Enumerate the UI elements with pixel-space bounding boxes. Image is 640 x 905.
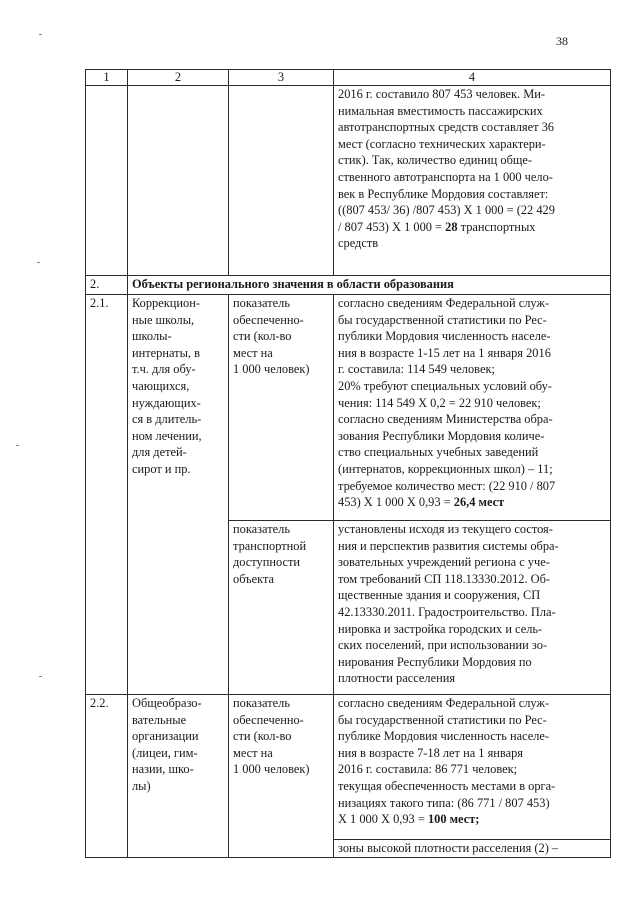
table-row-2-2-a — [86, 695, 611, 840]
header-col-1: 1 — [86, 70, 128, 86]
calc-result: 28 — [445, 219, 458, 234]
indicator-provision: показатель обеспеченно- сти (кол-во мест на 1 000 человек) — [229, 695, 334, 858]
row-number: 2.1. — [86, 295, 128, 695]
indicator-value — [334, 695, 611, 840]
value-result: 26,4 мест — [453, 495, 505, 510]
header-col-2: 2 — [128, 70, 229, 86]
scan-speck — [37, 262, 40, 263]
requirements-table — [85, 69, 611, 858]
calc-text: 2016 г. составило 807 453 человек. Ми- нимальная вместимость пассажирских автотранспортных средств составляет 36 мест (согласно технических характери- стик). Так, количество единиц обще- ственного автотранспорта на 1 000 чело- век в Республике Мордовия составляет: ((807 453/ 36) /807 453) X 1 000 = (22 429 / 807 453) X 1 000 = — [338, 87, 555, 234]
cell-calculation — [334, 86, 611, 276]
page-number: 38 — [556, 34, 568, 48]
scan-speck — [16, 445, 19, 446]
cell-empty — [229, 86, 334, 276]
scan-speck — [39, 676, 42, 677]
indicator-value: зоны высокой плотности расселения (2) – — [334, 840, 611, 858]
object-name: Коррекцион- ные школы, школы- интернаты, в т.ч. для обу- чающихся, нуждающих- ся в длитель- ном лечении, для детей- сирот и пр. — [128, 295, 229, 695]
header-col-4: 4 — [334, 70, 611, 86]
section-title: Объекты регионального значения в области образования — [128, 276, 611, 295]
table-row-continuation — [86, 86, 611, 276]
cell-empty — [86, 86, 128, 276]
indicator-accessibility: показатель транспортной доступности объекта — [229, 521, 334, 695]
indicator-value: установлены исходя из текущего состоя- ния и перспектив развития системы обра- зовательных учреждений региона с уче- том требований СП 118.13330.2012. Об- щественные здания и сооружения, СП 42.13330.2011. Градостроительство. Пла- нировка и застройка городских и сель- ских поселений, при использовании зо- нирования Республики Мордовия по плотности расселения — [334, 521, 611, 695]
object-name: Общеобразо- вательные организации (лицеи, гим- назии, шко- лы) — [128, 695, 229, 858]
indicator-provision: показатель обеспеченно- сти (кол-во мест на 1 000 человек) — [229, 295, 334, 521]
header-col-3: 3 — [229, 70, 334, 86]
cell-empty — [128, 86, 229, 276]
table-row-2-1-a — [86, 295, 611, 521]
value-text: согласно сведениям Федеральной служ- бы государственной статистики по Рес- публике Мордовия численность населе- ния в возрасте 7-18 лет на 1 января 2016 г. составила: 86 771 человек; текущая обеспеченность местами в орга- низациях такого типа: (86 771 / 807 453) X 1 000 X 0,93 = — [338, 696, 556, 827]
calc-tail: транспортных средств — [338, 219, 536, 251]
table-header-row — [86, 70, 611, 86]
section-number: 2. — [86, 276, 128, 295]
table-row-section — [86, 276, 611, 295]
scan-speck — [39, 34, 42, 35]
row-number: 2.2. — [86, 695, 128, 858]
indicator-value — [334, 295, 611, 521]
value-result: 100 мест; — [427, 812, 480, 827]
value-text: согласно сведениям Федеральной служ- бы государственной статистики по Рес- публики Мордовия численность населе- ния в возрасте 1-15 лет на 1 января 2016 г. составила: 114 549 человек; 20% требуют специальных условий обу- чения: 114 549 X 0,2 = 22 910 человек; согласно сведениям Министерства обра- зования Республики Мордовия количе- ство специальных учебных заведений (интернатов, коррекционных школ) – 11; требуемое количество мест: (22 910 / 807 453) X 1 000 X 0,93 = — [338, 296, 556, 510]
